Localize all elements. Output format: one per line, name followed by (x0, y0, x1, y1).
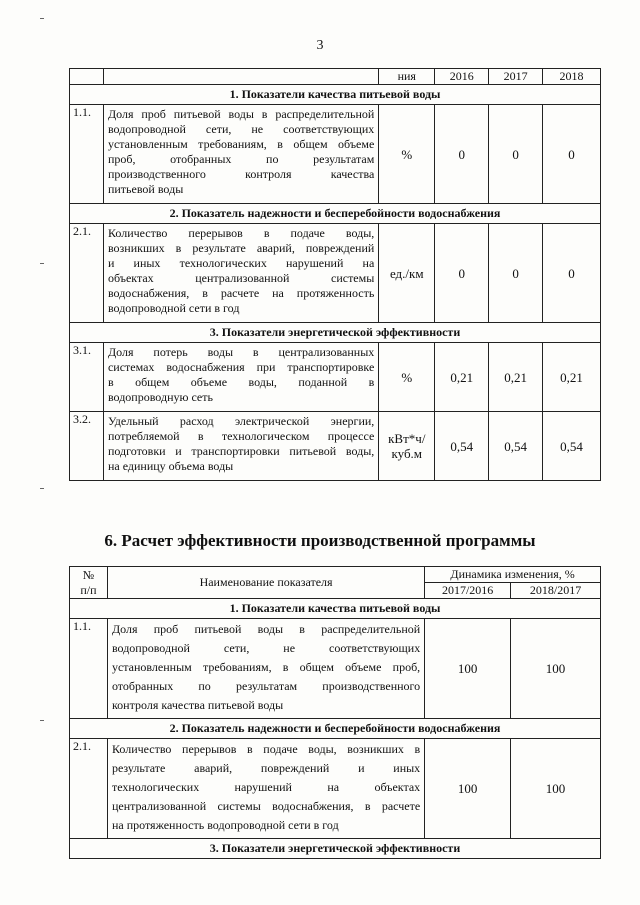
page-number: 3 (316, 38, 324, 53)
header-cell-period: 2018/2017 (511, 583, 601, 599)
scan-mark (40, 488, 44, 489)
value-cell: 0,21 (543, 343, 601, 412)
row-number: 3.1. (70, 343, 104, 412)
table-row (70, 343, 601, 412)
section-heading: 6. Расчет эффективности производственной программы (104, 531, 536, 550)
text-line: Доля потерь воды в централизованных (107, 345, 375, 359)
text-line: отобранных по результатам производственного (111, 679, 421, 693)
text-line: водопроводную сеть (107, 390, 213, 404)
text-line: результате аварий, повреждений и иных (111, 761, 421, 775)
section-title: 2. Показатель надежности и бесперебойности водоснабжения (70, 204, 601, 224)
table-row (70, 739, 601, 839)
header-cell-year: 2017 (489, 69, 543, 85)
indicator-name (103, 343, 378, 412)
unit-cell: кВт*ч/ куб.м (379, 412, 435, 481)
header-cell-year: 2016 (435, 69, 489, 85)
unit-cell: ед./км (379, 224, 435, 323)
text-line: в общем объеме воды, поданной в (107, 375, 375, 389)
row-number: 3.2. (70, 412, 104, 481)
indicators-table (69, 68, 601, 481)
scan-mark (40, 263, 44, 264)
section-row (70, 204, 601, 224)
text-line: контроля качества питьевой воды (111, 698, 284, 712)
value-cell: 0,54 (543, 412, 601, 481)
text-line: установленным требованиям, в общем объеме (107, 137, 375, 151)
text-line: системах водоснабжения при транспортировке (107, 360, 375, 374)
header-cell-period: 2017/2016 (425, 583, 511, 599)
header-cell-num: № п/п (70, 567, 108, 599)
text-line: технологических нарушений на объектах (111, 780, 421, 794)
text-line: водопроводной сети в год (107, 301, 240, 315)
text-line: на протяженность водопроводной сети в год (111, 818, 339, 832)
unit-cell: % (379, 343, 435, 412)
value-cell: 0,21 (435, 343, 489, 412)
row-number: 2.1. (70, 224, 104, 323)
text-line: объектах централизованной системы (107, 271, 375, 285)
table-row (70, 105, 601, 204)
row-number: 2.1. (70, 739, 108, 839)
text-line: возникших в результате аварий, повреждений (107, 241, 375, 255)
value-cell: 100 (511, 739, 601, 839)
text-line: и иных технологических нарушений на (107, 256, 375, 270)
table-row (70, 412, 601, 481)
indicator-name (103, 224, 378, 323)
value-cell: 0,21 (489, 343, 543, 412)
text-line: Удельный расход электрической энергии, (107, 414, 375, 428)
section-row (70, 599, 601, 619)
text-line: на единицу объема воды (107, 459, 234, 473)
text-line: потребляемой в технологическом процессе (107, 429, 375, 443)
table-row (70, 224, 601, 323)
header-cell-num (70, 69, 104, 85)
scan-mark (40, 720, 44, 721)
section-row (70, 85, 601, 105)
text-line: водопроводной сети, не соответствующих (111, 641, 421, 655)
row-number: 1.1. (70, 105, 104, 204)
section-title: 1. Показатели качества питьевой воды (70, 85, 601, 105)
text-line: Доля проб питьевой воды в распределительной (107, 107, 375, 121)
text-line: проб, отобранных по результатам (107, 152, 375, 166)
value-cell: 0,54 (435, 412, 489, 481)
value-cell: 0 (435, 105, 489, 204)
section-title: 2. Показатель надежности и бесперебойности водоснабжения (70, 719, 601, 739)
text-line: производственного контроля качества (107, 167, 375, 181)
value-cell: 0,54 (489, 412, 543, 481)
header-cell-unit: ния (379, 69, 435, 85)
section-title: 3. Показатели энергетической эффективности (70, 839, 601, 859)
text-line: водопроводной сети, не соответствующих (107, 122, 375, 136)
section-row (70, 323, 601, 343)
value-cell: 0 (543, 105, 601, 204)
header-cell-dynamics: Динамика изменения, % (425, 567, 601, 583)
table-row (70, 619, 601, 719)
section-title: 3. Показатели энергетической эффективности (70, 323, 601, 343)
header-cell-name: Наименование показателя (107, 567, 424, 599)
unit-cell: % (379, 105, 435, 204)
indicator-name (107, 739, 424, 839)
scan-mark (40, 18, 44, 19)
text-line: Количество перерывов в подаче воды, (107, 226, 375, 240)
header-cell-year: 2018 (543, 69, 601, 85)
row-number: 1.1. (70, 619, 108, 719)
text-line: подготовки и транспортировки питьевой воды, (107, 444, 375, 458)
text-line: Количество перерывов в подаче воды, возникших в (111, 742, 421, 756)
text-line: питьевой воды (107, 182, 184, 196)
value-cell: 100 (425, 619, 511, 719)
section-title: 1. Показатели качества питьевой воды (70, 599, 601, 619)
value-cell: 0 (489, 105, 543, 204)
value-cell: 0 (435, 224, 489, 323)
indicator-name (107, 619, 424, 719)
indicator-name (103, 105, 378, 204)
value-cell: 100 (425, 739, 511, 839)
value-cell: 100 (511, 619, 601, 719)
header-cell-name (103, 69, 378, 85)
text-line: Доля проб питьевой воды в распределительной (111, 622, 421, 636)
text-line: централизованной системы водоснабжения, в расчете (111, 799, 421, 813)
efficiency-table (69, 566, 601, 859)
header-row (70, 69, 601, 85)
indicator-name (103, 412, 378, 481)
text-line: водоснабжения, в расчете на протяженность (107, 286, 375, 300)
value-cell: 0 (543, 224, 601, 323)
header-row (70, 567, 601, 583)
section-row (70, 719, 601, 739)
value-cell: 0 (489, 224, 543, 323)
text-line: установленным требованиям, в общем объеме проб, (111, 660, 421, 674)
section-row (70, 839, 601, 859)
